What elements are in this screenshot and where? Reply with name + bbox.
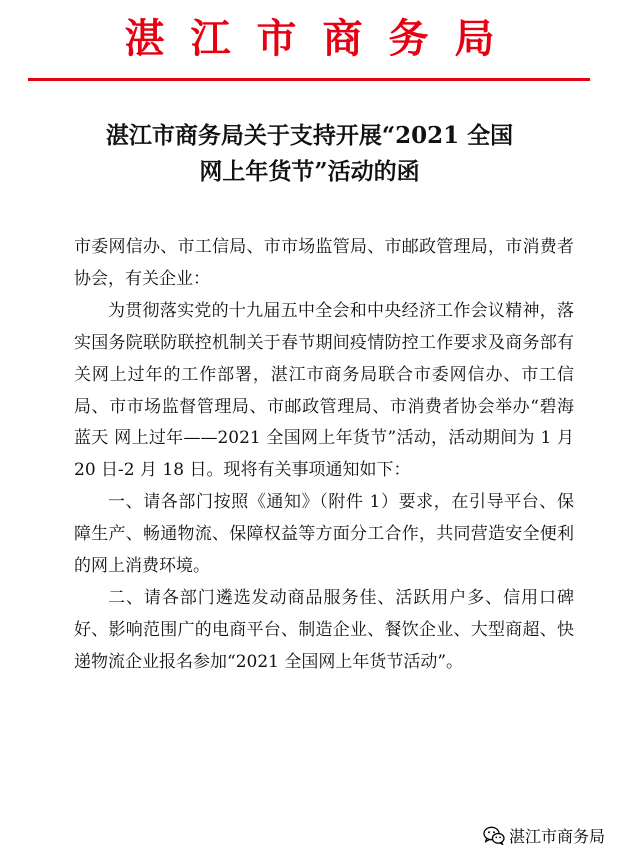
wechat-account-watermark	[483, 824, 605, 847]
wechat-icon	[483, 826, 505, 845]
letterhead-org-name: 湛江市商务局	[124, 15, 521, 62]
letterhead-red-rule	[28, 78, 590, 81]
body-paragraph-intro: 为贯彻落实党的十九届五中全会和中央经济工作会议精神，落实国务院联防联控机制关于春节期间疫情防控工作要求及商务部有关网上过年的工作部署，湛江市商务局联合市委网信办、市工信局、市市场监督管理局、市邮政管理局、市消费者协会举办“碧海蓝天 网上过年——2021 全国网上年货节”活动，活动期间为 1 月 20 日-2 月 18 日。现将有关事项通知如下：	[74, 300, 574, 481]
body-paragraph-item-1: 一、请各部门按照《通知》（附件 1）要求，在引导平台、保障生产、畅通物流、保障权益等方面分工合作，共同营造安全便利的网上消费环境。	[74, 492, 574, 577]
body-paragraph-item-2: 二、请各部门遴选发动商品服务佳、活跃用户多、信用口碑好、影响范围广的电商平台、制造企业、餐饮企业、大型商超、快递物流企业报名参加“2021 全国网上年货节活动”。	[74, 587, 574, 672]
document-body	[74, 232, 574, 679]
document-title	[40, 118, 579, 190]
document-title-line-1: 湛江市商务局关于支持开展“2021 全国	[105, 122, 514, 149]
wechat-account-name: 湛江市商务局	[508, 827, 605, 846]
recipients-paragraph: 市委网信办、市工信局、市市场监管局、市邮政管理局，市消费者协会，有关企业：	[74, 237, 574, 289]
document-title-line-2: 网上年货节”活动的函	[199, 158, 420, 185]
